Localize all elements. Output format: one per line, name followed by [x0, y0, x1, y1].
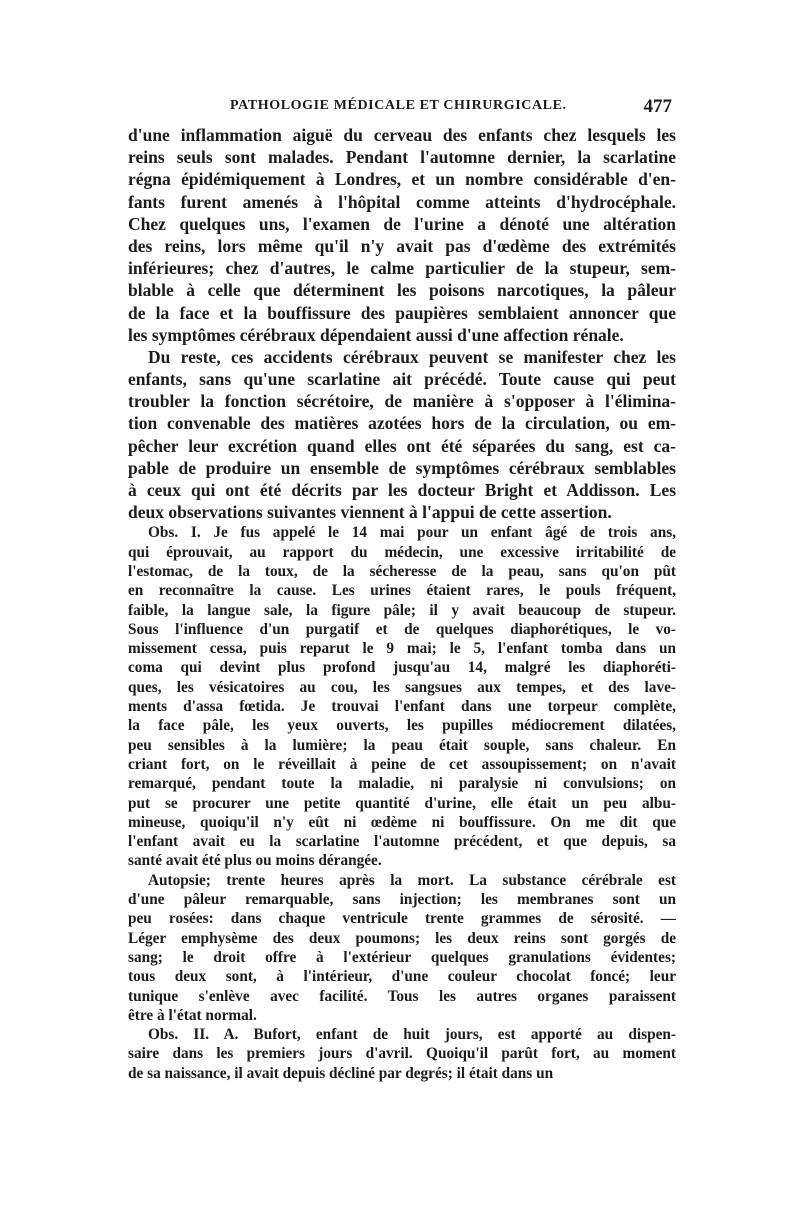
text-line: missement cessa, puis reparut le 9 mai; le 5, l'enfant tomba dans un: [128, 640, 676, 658]
page-number: 477: [643, 96, 672, 117]
text-line: remarqué, pendant toute la maladie, ni paralysie ni convulsions; on: [128, 775, 676, 793]
text-line: l'estomac, de la toux, de la sécheresse de la peau, sans qu'on pût: [128, 562, 676, 580]
text-line: inférieures; chez d'autres, le calme particulier de la stupeur, sem-: [128, 258, 676, 279]
text-line: pêcher leur excrétion quand elles ont été séparées du sang, est ca-: [128, 435, 676, 456]
text-line: Autopsie; trente heures après la mort. La substance cérébrale est: [148, 871, 676, 889]
text-line: santé avait été plus ou moins dérangée.: [128, 852, 382, 870]
text-line: d'une pâleur remarquable, sans injection; les membranes sont un: [128, 891, 676, 909]
text-line: Obs. I. Je fus appelé le 14 mai pour un enfant âgé de trois ans,: [148, 524, 676, 542]
paragraph: [128, 346, 676, 524]
text-line: tunique s'enlève avec facilité. Tous les autres organes paraissent: [128, 987, 676, 1005]
text-line: de sa naissance, il avait depuis décliné par degrés; il était dans un: [128, 1064, 554, 1082]
book-page: [128, 96, 676, 1083]
text-line: des reins, lors même qu'il n'y avait pas d'œdème des extrémités: [128, 235, 676, 256]
text-line: ques, les vésicatoires au cou, les sangsues aux tempes, et des lave-: [128, 678, 676, 696]
text-line: coma qui devint plus profond jusqu'au 14, malgré les diaphoréti-: [128, 659, 676, 677]
text-line: tous deux sont, à l'intérieur, d'une couleur chocolat foncé; leur: [128, 968, 676, 986]
text-line: enfants, sans qu'une scarlatine ait précédé. Toute cause qui peut: [128, 369, 676, 390]
text-line: criant fort, on le réveillait à peine de cet assoupissement; on n'avait: [128, 755, 676, 773]
text-line: la face pâle, les yeux ouverts, les pupilles médiocrement dilatées,: [128, 717, 676, 735]
text-line: sang; le droit offre à l'extérieur quelques granulations évidentes;: [128, 948, 676, 966]
text-line: tion convenable des matières azotées hors de la circulation, ou em-: [128, 413, 676, 434]
text-line: pable de produire un ensemble de symptômes cérébraux semblables: [128, 457, 676, 478]
text-line: reins seuls sont malades. Pendant l'automne dernier, la scarlatine: [128, 147, 676, 168]
paragraph: [128, 124, 676, 346]
text-line: peu rosées: dans chaque ventricule trente grammes de sérosité. —: [128, 910, 676, 928]
text-line: les symptômes cérébraux dépendaient aussi d'une affection rénale.: [128, 324, 624, 345]
text-line: deux observations suivantes viennent à l'appui de cette assertion.: [128, 502, 612, 523]
text-line: être à l'état normal.: [128, 1006, 257, 1024]
page-body: [128, 124, 676, 1083]
text-line: Léger emphysème des deux poumons; les deux reins sont gorgés de: [128, 929, 676, 947]
text-line: Sous l'influence d'un purgatif et de quelques diaphorétiques, le vo-: [128, 620, 676, 638]
text-line: Chez quelques uns, l'examen de l'urine a dénoté une altération: [128, 213, 676, 234]
text-line: troubler la fonction sécrétoire, de manière à s'opposer à l'élimina-: [128, 391, 676, 412]
text-line: mineuse, quoiqu'il n'y eût ni œdème ni bouffissure. On me dit que: [128, 813, 676, 831]
running-head: PATHOLOGIE MÉDICALE ET CHIRURGICALE.: [230, 98, 567, 113]
text-line: qui éprouvait, au rapport du médecin, une excessive irritabilité de: [128, 543, 676, 561]
text-line: blable à celle que déterminent les poisons narcotiques, la pâleur: [128, 280, 676, 301]
paragraph: [128, 523, 676, 870]
text-line: régna épidémiquement à Londres, et un nombre considérable d'en-: [128, 169, 676, 190]
text-line: fants furent amenés à l'hôpital comme atteints d'hydrocéphale.: [128, 191, 676, 212]
text-line: en reconnaître la cause. Les urines étaient rares, le pouls fréquent,: [128, 582, 676, 600]
text-line: de la face et la bouffissure des paupières semblaient annoncer que: [128, 302, 676, 323]
page-header: [128, 96, 676, 124]
text-line: Du reste, ces accidents cérébraux peuvent se manifester chez les: [148, 346, 676, 367]
text-line: peu sensibles à la lumière; la peau était souple, sans chaleur. En: [128, 736, 676, 754]
text-line: saire dans les premiers jours d'avril. Quoiqu'il parût fort, au moment: [128, 1045, 676, 1063]
text-line: faible, la langue sale, la figure pâle; il y avait beaucoup de stupeur.: [128, 601, 676, 619]
text-line: Obs. II. A. Bufort, enfant de huit jours, est apporté au dispen-: [148, 1026, 676, 1044]
paragraph: [128, 1025, 676, 1083]
paragraph: [128, 871, 676, 1025]
text-line: put se procurer une petite quantité d'urine, elle était un peu albu-: [128, 794, 676, 812]
text-line: ments d'assa fœtida. Je trouvai l'enfant dans une torpeur complète,: [128, 698, 676, 716]
text-line: d'une inflammation aiguë du cerveau des enfants chez lesquels les: [128, 125, 676, 145]
text-line: à ceux qui ont été décrits par les docteur Bright et Addisson. Les: [128, 480, 676, 500]
text-line: l'enfant avait eu la scarlatine l'automne précédent, et que depuis, sa: [128, 833, 676, 851]
